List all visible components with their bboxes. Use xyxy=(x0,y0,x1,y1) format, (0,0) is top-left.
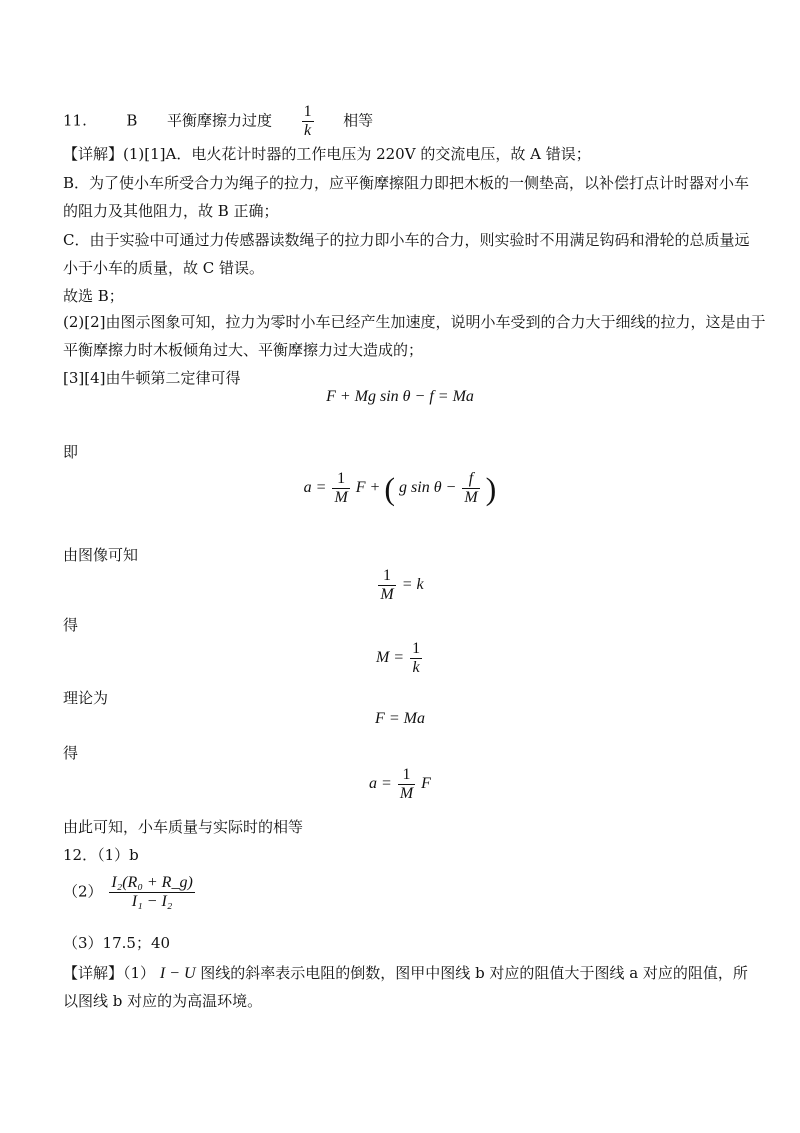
eq2-fraction-2: $\frac{f}{M}$ xyxy=(464,470,478,506)
q11-answer-line xyxy=(63,103,373,140)
detail-p5b: 平衡摩擦力时木板倾角过大、平衡摩擦力过大造成的； xyxy=(63,341,424,359)
detail-p1: 【详解】(1)[1]A．电火花计时器的工作电压为 220V 的交流电压，故 A 错误； xyxy=(63,145,591,163)
text-lilun: 理论为 xyxy=(63,689,109,707)
q12-line-3: （3）17.5；40 xyxy=(63,934,171,952)
eq2-fraction-1: $\frac{1}{M}$ xyxy=(334,470,348,506)
equation-3: $\frac{1}{M}$ = k xyxy=(380,567,424,603)
q12-detail-line-2: 以图线 b 对应的为高温环境。 xyxy=(63,992,263,1010)
detail-p4: 故选 B； xyxy=(63,287,124,305)
equation-6: a = $\frac{1}{M}$ F xyxy=(369,766,431,802)
eq6-fraction: $\frac{1}{M}$ xyxy=(399,766,414,802)
right-paren: ) xyxy=(485,470,497,507)
q11-number: 11. xyxy=(63,111,87,130)
detail-p3a: C．由于实验中可通过力传感器读数绳子的拉力即小车的合力，则实验时不用满足钩码和滑轮的总质量远 xyxy=(63,231,750,249)
q12-detail-line-1: 【详解】（1） I − U 图线的斜率表示电阻的倒数，图甲中图线 b 对应的阻值大于图线 a 对应的阻值，所 xyxy=(63,964,748,982)
equation-2: a = $\frac{1}{M}$ F + ( g sin θ − $\frac{f}{M}$ ) xyxy=(303,470,497,507)
equation-4: M = $\frac{1}{k}$ xyxy=(375,640,421,676)
equation-5: F = Ma xyxy=(375,710,425,727)
q12-formula-fraction: $\frac{\text{I₂(R₀ + R\_g)}}{\text{I₁ − I₂}}$ xyxy=(111,874,193,910)
eq4-fraction: $\frac{1}{k}$ xyxy=(412,640,421,676)
left-paren: ( xyxy=(384,470,396,507)
q11-answer-4: 相等 xyxy=(343,111,374,130)
conclusion: 由此可知，小车质量与实际时的相等 xyxy=(63,818,304,836)
q11-answer-3-fraction: $\frac{1}{k}$ xyxy=(303,103,312,139)
q12-line-1: 12．（1）b xyxy=(63,846,139,864)
iu-symbol: I − U xyxy=(159,965,196,982)
detail-p6: [3][4]由牛顿第二定律可得 xyxy=(63,369,241,387)
text-de-1: 得 xyxy=(63,616,79,634)
text-tuxiang: 由图像可知 xyxy=(63,546,139,564)
detail-p2a: B．为了使小车所受合力为绳子的拉力，应平衡摩擦阻力即把木板的一侧垫高，以补偿打点计时器对小车 xyxy=(63,174,750,192)
q12-line-2: （2） $\frac{\text{I₂(R₀ + R\_g)}}{\text{I₁ − I₂}}$ xyxy=(63,874,193,910)
text-de-2: 得 xyxy=(63,744,79,762)
detail-p5a: (2)[2]由图示图象可知，拉力为零时小车已经产生加速度，说明小车受到的合力大于细线的拉力，这是由于 xyxy=(63,313,766,331)
q11-answer-2: 平衡摩擦力过度 xyxy=(167,111,273,130)
detail-p2b: 的阻力及其他阻力，故 B 正确； xyxy=(63,202,279,220)
eq3-fraction: $\frac{1}{M}$ xyxy=(380,567,394,603)
q11-answer-1: B xyxy=(126,111,138,130)
detail-p3b: 小于小车的质量，故 C 错误。 xyxy=(63,259,265,277)
text-ji: 即 xyxy=(63,443,79,461)
equation-1: F + Mg sin θ − f = Ma xyxy=(326,388,474,405)
